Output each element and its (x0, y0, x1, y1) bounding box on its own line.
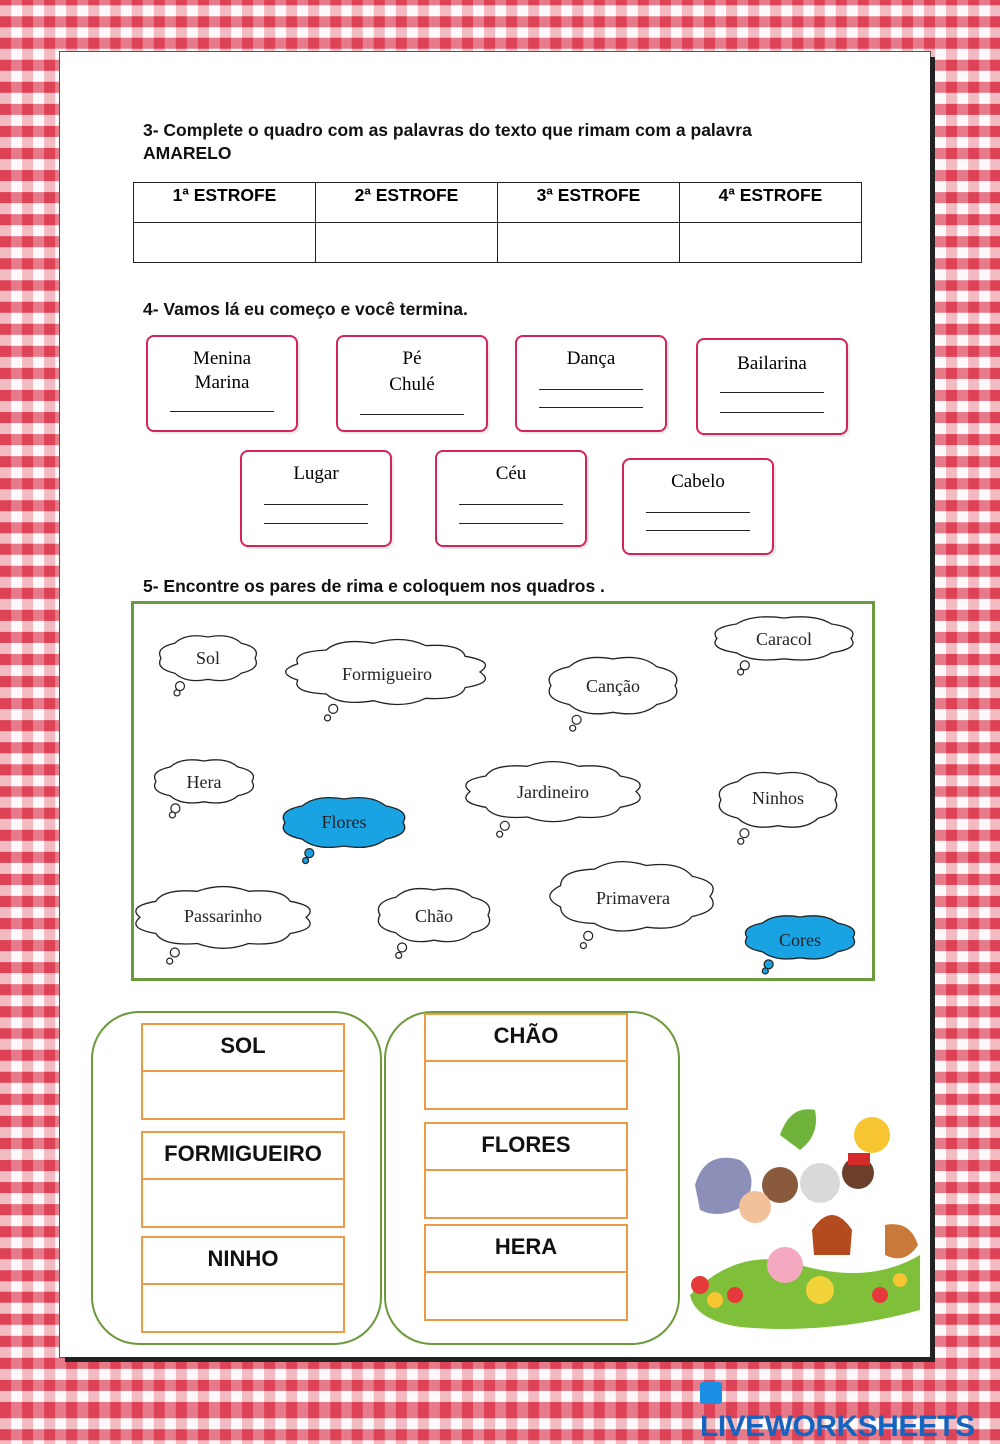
header-estrofe-1: 1ª ESTROFE (134, 183, 316, 223)
match-card-label: NINHO (143, 1238, 343, 1285)
question-5-text: 5- Encontre os pares de rima e coloquem nos quadros . (143, 576, 605, 596)
answer-line-2[interactable] (264, 523, 368, 524)
match-card-label: SOL (143, 1025, 343, 1072)
header-estrofe-3: 3ª ESTROFE (498, 183, 680, 223)
match-card-label: FORMIGUEIRO (143, 1133, 343, 1180)
card-word-2: Chulé (389, 374, 435, 395)
cloud-caracol[interactable] (714, 615, 854, 675)
match-card-formigueiro (141, 1131, 345, 1228)
answer-line-2[interactable] (646, 530, 750, 531)
estrofes-table (133, 182, 862, 263)
pig-icon (767, 1247, 803, 1283)
dragon-icon (780, 1109, 816, 1150)
card-word: Dança (566, 348, 616, 369)
question-4-text: 4- Vamos lá eu começo e você termina. (143, 299, 468, 319)
cloud-word: Formigueiro (342, 664, 432, 684)
sun-icon (854, 1117, 890, 1153)
match-card-ninho (141, 1236, 345, 1333)
word-card-menina (146, 335, 298, 432)
match-answer-field[interactable] (426, 1273, 626, 1318)
cloud-word: Jardineiro (517, 782, 589, 802)
doll-icon (806, 1276, 834, 1304)
answer-line-2[interactable] (539, 407, 643, 408)
answer-cell-estrofe-4[interactable] (680, 223, 862, 263)
answer-cell-estrofe-2[interactable] (316, 223, 498, 263)
answer-line-2[interactable] (720, 412, 824, 413)
match-card-sol (141, 1023, 345, 1120)
card-word-2: Marina (194, 372, 250, 393)
card-word-1: Pé (402, 348, 422, 369)
match-answer-field[interactable] (143, 1180, 343, 1225)
word-card-lugar (240, 450, 392, 547)
cloud-word: Primavera (596, 888, 670, 908)
cloud-cores[interactable] (744, 914, 856, 974)
cloud-word: Ninhos (751, 788, 804, 808)
match-card-label: CHÃO (426, 1015, 626, 1062)
liveworksheets-logo[interactable] (700, 1376, 1000, 1444)
cloud-sol[interactable] (158, 634, 258, 696)
answer-line-1[interactable] (646, 512, 750, 513)
cloud-formigueiro[interactable] (291, 640, 483, 722)
characters-illustration (680, 1095, 925, 1335)
cloud-word: Flores (321, 812, 367, 832)
match-answer-field[interactable] (426, 1062, 626, 1107)
card-word: Céu (495, 463, 527, 484)
cloud-word: Caracol (756, 629, 812, 649)
match-card-hera (424, 1224, 628, 1321)
answer-line-2[interactable] (459, 523, 563, 524)
grandma-icon (800, 1163, 840, 1203)
match-card-label: HERA (426, 1226, 626, 1273)
cloud-word: Sol (195, 648, 220, 668)
answer-line-1[interactable] (720, 392, 824, 393)
word-card-ceu (435, 450, 587, 547)
match-answer-field[interactable] (143, 1285, 343, 1330)
card-word: Lugar (293, 463, 339, 484)
card-word: Bailarina (737, 353, 807, 374)
match-card-label: FLORES (426, 1124, 626, 1171)
answer-line-1[interactable] (459, 504, 563, 505)
cloud-word: Chão (415, 906, 453, 926)
cloud-word: Hera (186, 772, 222, 792)
cloud-word: Passarinho (184, 906, 262, 926)
answer-line-1[interactable] (264, 504, 368, 505)
cloud-cancao[interactable] (548, 656, 678, 732)
brand-text: LIVEWORKSHEETS (700, 1410, 975, 1443)
answer-cell-estrofe-1[interactable] (134, 223, 316, 263)
answer-line[interactable] (360, 414, 464, 415)
word-card-bailarina (696, 338, 848, 435)
match-answer-field[interactable] (143, 1072, 343, 1117)
cloud-flores[interactable] (282, 796, 406, 864)
question-3-text (143, 119, 752, 165)
cloud-hera[interactable] (153, 758, 255, 818)
liveworksheets-icon (700, 1382, 722, 1404)
question-3-line2: AMARELO (143, 143, 232, 163)
match-card-flores (424, 1122, 628, 1219)
cloud-word: Canção (586, 676, 640, 696)
cloud-jardineiro[interactable] (467, 762, 639, 838)
word-card-cabelo (622, 458, 774, 555)
cloud-passarinho[interactable] (137, 887, 309, 965)
card-word-1: Menina (192, 348, 252, 369)
cloud-primavera[interactable] (553, 862, 713, 950)
match-answer-field[interactable] (426, 1171, 626, 1216)
horse-icon (885, 1224, 918, 1258)
header-estrofe-4: 4ª ESTROFE (680, 183, 862, 223)
cloud-chao[interactable] (377, 887, 491, 959)
match-card-chao (424, 1013, 628, 1110)
cloud-word: Cores (779, 930, 821, 950)
word-card-danca (515, 335, 667, 432)
card-word: Cabelo (671, 471, 725, 492)
cloud-ninhos[interactable] (718, 771, 838, 845)
answer-line[interactable] (170, 411, 274, 412)
word-card-pe (336, 335, 488, 432)
question-3-line1: 3- Complete o quadro com as palavras do texto que rimam com a palavra (143, 120, 752, 140)
header-estrofe-2: 2ª ESTROFE (316, 183, 498, 223)
answer-line-1[interactable] (539, 389, 643, 390)
answer-cell-estrofe-3[interactable] (498, 223, 680, 263)
